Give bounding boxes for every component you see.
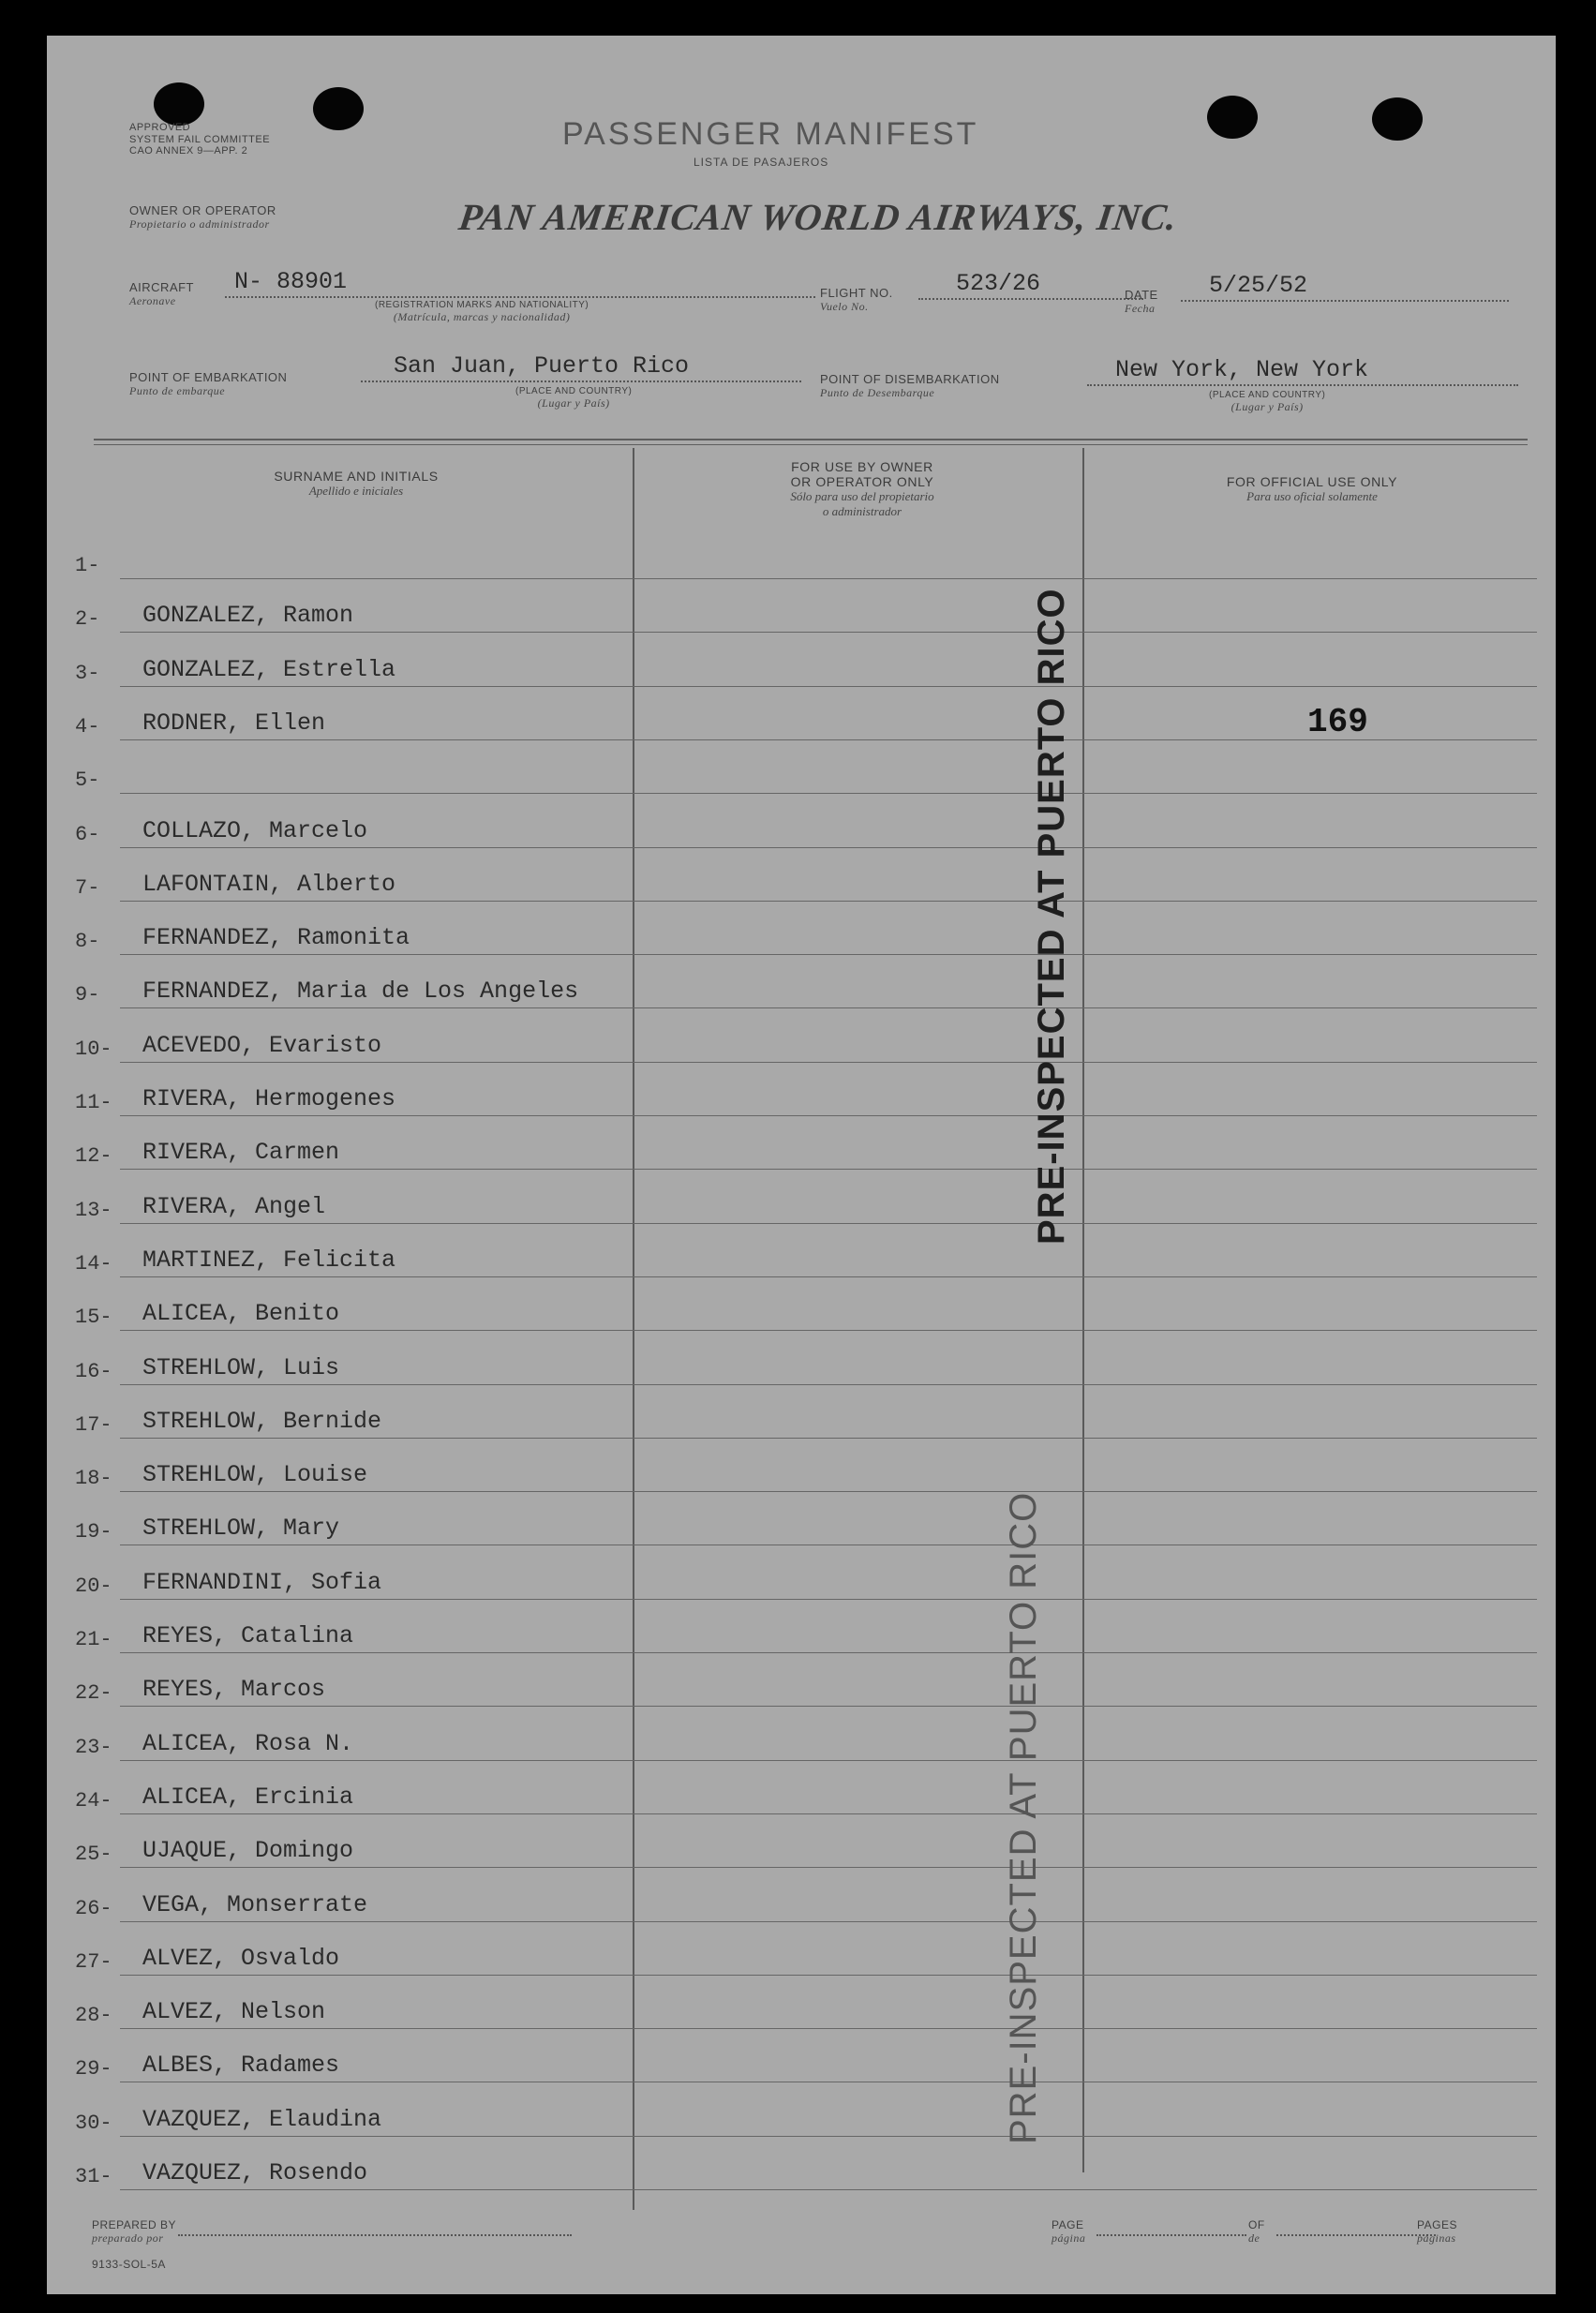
page-label: PAGE página bbox=[1052, 2218, 1086, 2245]
list-item bbox=[75, 1401, 1537, 1439]
row-rule bbox=[120, 1330, 1537, 1331]
row-number: 31- bbox=[75, 2165, 112, 2188]
passenger-name: VAZQUEZ, Rosendo bbox=[142, 2159, 368, 2186]
official-use-value: 169 bbox=[1307, 703, 1368, 741]
row-rule bbox=[120, 1169, 1537, 1170]
row-number: 24- bbox=[75, 1788, 112, 1813]
passenger-name: COLLAZO, Marcelo bbox=[142, 816, 368, 844]
row-number: 18- bbox=[75, 1467, 112, 1491]
row-number: 4- bbox=[75, 714, 100, 739]
embark-underline bbox=[361, 381, 801, 382]
row-rule bbox=[120, 1813, 1537, 1814]
punch-hole bbox=[154, 82, 204, 126]
row-number: 22- bbox=[75, 1681, 112, 1706]
list-item bbox=[75, 1293, 1537, 1331]
aircraft-label: AIRCRAFT Aeronave bbox=[129, 280, 194, 307]
passenger-name: FERNANDINI, Sofia bbox=[142, 1568, 382, 1596]
list-item bbox=[75, 1132, 1537, 1170]
flight-value: 523/26 bbox=[956, 270, 1041, 297]
passenger-name: LAFONTAIN, Alberto bbox=[142, 870, 396, 898]
row-rule bbox=[120, 1599, 1537, 1600]
column-header-names: SURNAME AND INITIALS Apellido e iniciales bbox=[274, 469, 439, 498]
passenger-name: RODNER, Ellen bbox=[142, 709, 326, 737]
column-header-owner-use: FOR USE BY OWNER OR OPERATOR ONLY Sólo para uso del propietario o administrador bbox=[790, 459, 934, 518]
list-item bbox=[75, 918, 1537, 955]
of-label: OF de bbox=[1248, 2218, 1265, 2245]
flight-label: FLIGHT NO. Vuelo No. bbox=[820, 286, 893, 313]
passenger-name: STREHLOW, Luis bbox=[142, 1353, 340, 1381]
row-number: 6- bbox=[75, 822, 100, 846]
passenger-name: ACEVEDO, Evaristo bbox=[142, 1031, 382, 1059]
list-item bbox=[75, 1240, 1537, 1277]
passenger-name: STREHLOW, Louise bbox=[142, 1461, 368, 1489]
row-rule bbox=[120, 901, 1537, 902]
passenger-name: FERNANDEZ, Maria de Los Angeles bbox=[142, 977, 579, 1006]
list-item bbox=[75, 1669, 1537, 1707]
flight-underline bbox=[918, 298, 1143, 300]
row-rule bbox=[120, 1007, 1537, 1008]
punch-hole bbox=[313, 87, 364, 130]
row-number: 17- bbox=[75, 1412, 112, 1437]
row-number: 5- bbox=[75, 769, 100, 793]
passenger-name: RIVERA, Angel bbox=[142, 1192, 326, 1220]
row-rule bbox=[120, 954, 1537, 955]
list-item bbox=[75, 649, 1537, 687]
list-item bbox=[75, 1186, 1537, 1224]
passenger-name: RIVERA, Hermogenes bbox=[142, 1085, 396, 1112]
list-item bbox=[75, 2099, 1537, 2137]
prepared-by-underline bbox=[178, 2234, 572, 2236]
row-rule bbox=[120, 1438, 1537, 1439]
row-number: 1- bbox=[75, 554, 100, 577]
list-item bbox=[75, 1992, 1537, 2029]
row-rule bbox=[120, 1115, 1537, 1116]
passenger-name: ALBES, Radames bbox=[142, 2052, 340, 2080]
list-item bbox=[75, 1885, 1537, 1922]
passenger-name: RIVERA, Carmen bbox=[142, 1139, 340, 1167]
row-rule bbox=[120, 2189, 1537, 2190]
passenger-name: VAZQUEZ, Elaudina bbox=[142, 2105, 382, 2133]
row-rule bbox=[120, 1921, 1537, 1922]
row-number: 2- bbox=[75, 607, 100, 632]
disembark-value: New York, New York bbox=[1115, 356, 1369, 383]
table-top-rule-thin bbox=[94, 444, 1528, 445]
passenger-name: GONZALEZ, Estrella bbox=[142, 655, 396, 683]
row-number: 29- bbox=[75, 2057, 112, 2082]
disembark-label: POINT OF DISEMBARKATION Punto de Desembarque bbox=[820, 372, 1000, 399]
disembark-place-note: (PLACE AND COUNTRY) (Lugar y País) bbox=[1209, 390, 1326, 413]
list-item bbox=[75, 2045, 1537, 2082]
embark-value: San Juan, Puerto Rico bbox=[394, 352, 690, 380]
row-number: 10- bbox=[75, 1037, 112, 1061]
row-rule bbox=[120, 632, 1537, 633]
list-item bbox=[75, 1724, 1537, 1761]
row-number: 11- bbox=[75, 1091, 112, 1114]
row-rule bbox=[120, 2028, 1537, 2029]
passenger-name: ALVEZ, Nelson bbox=[142, 1998, 326, 2026]
passenger-name: REYES, Catalina bbox=[142, 1622, 354, 1649]
row-rule bbox=[120, 847, 1537, 848]
list-item bbox=[75, 1938, 1537, 1976]
row-rule bbox=[120, 1276, 1537, 1277]
row-number: 23- bbox=[75, 1735, 112, 1759]
row-rule bbox=[120, 1384, 1537, 1385]
form-code: 9133-SOL-5A bbox=[92, 2258, 166, 2271]
list-item bbox=[75, 811, 1537, 848]
row-rule bbox=[120, 1062, 1537, 1063]
row-number: 19- bbox=[75, 1520, 112, 1544]
list-item bbox=[75, 1562, 1537, 1600]
row-number: 3- bbox=[75, 661, 100, 685]
date-value: 5/25/52 bbox=[1209, 272, 1308, 299]
list-item bbox=[75, 1455, 1537, 1492]
passenger-name: MARTINEZ, Felicita bbox=[142, 1246, 396, 1274]
table-top-rule bbox=[94, 439, 1528, 440]
row-number: 16- bbox=[75, 1359, 112, 1383]
row-rule bbox=[120, 578, 1537, 579]
row-number: 30- bbox=[75, 2111, 112, 2135]
passenger-name: VEGA, Monserrate bbox=[142, 1890, 368, 1918]
of-underline bbox=[1276, 2234, 1436, 2236]
passenger-name: ALVEZ, Osvaldo bbox=[142, 1944, 340, 1972]
row-rule bbox=[120, 793, 1537, 794]
operator-name: PAN AMERICAN WORLD AIRWAYS, INC. bbox=[455, 196, 1181, 238]
list-item bbox=[75, 1508, 1537, 1545]
passenger-name: ALICEA, Benito bbox=[142, 1300, 340, 1328]
row-number: 26- bbox=[75, 1896, 112, 1920]
row-rule bbox=[120, 1652, 1537, 1653]
punch-hole bbox=[1207, 96, 1258, 139]
list-item bbox=[75, 1348, 1537, 1385]
date-underline bbox=[1181, 300, 1509, 302]
row-number: 7- bbox=[75, 875, 100, 900]
row-rule bbox=[120, 1223, 1537, 1224]
row-rule bbox=[120, 2136, 1537, 2137]
row-number: 20- bbox=[75, 1574, 112, 1598]
row-number: 15- bbox=[75, 1306, 112, 1330]
row-rule bbox=[120, 1544, 1537, 1545]
row-rule bbox=[120, 686, 1537, 687]
preinspected-stamp-upper: PRE-INSPECTED AT PUERTO RICO bbox=[1031, 588, 1072, 1245]
row-number: 25- bbox=[75, 1843, 112, 1867]
row-rule bbox=[120, 1975, 1537, 1976]
embark-place-note: (PLACE AND COUNTRY) (Lugar y País) bbox=[515, 386, 633, 410]
punch-hole bbox=[1372, 97, 1423, 141]
list-item bbox=[75, 864, 1537, 902]
embark-label: POINT OF EMBARKATION Punto de embarque bbox=[129, 370, 288, 397]
date-label: DATE Fecha bbox=[1125, 288, 1158, 315]
row-number: 27- bbox=[75, 1949, 112, 1974]
passenger-name: STREHLOW, Mary bbox=[142, 1515, 340, 1543]
list-item bbox=[75, 2153, 1537, 2190]
row-number: 14- bbox=[75, 1251, 112, 1276]
approval-notice: APPROVED SYSTEM FAIL COMMITTEE CAO ANNEX 9—APP. 2 bbox=[129, 122, 271, 157]
passenger-name: UJAQUE, Domingo bbox=[142, 1837, 354, 1865]
column-header-official-use: FOR OFFICIAL USE ONLY Para uso oficial solamente bbox=[1226, 474, 1398, 503]
row-number: 21- bbox=[75, 1628, 112, 1651]
preinspected-stamp-lower: PRE-INSPECTED AT PUERTO RICO bbox=[1003, 1491, 1044, 2144]
manifest-sheet bbox=[47, 36, 1556, 2294]
pages-label: PAGES páginas bbox=[1417, 2218, 1457, 2245]
list-item bbox=[75, 756, 1537, 794]
list-item bbox=[75, 1777, 1537, 1814]
row-rule bbox=[120, 1706, 1537, 1707]
passenger-name: ALICEA, Rosa N. bbox=[142, 1729, 354, 1757]
aircraft-value: N- 88901 bbox=[234, 268, 348, 295]
disembark-underline bbox=[1087, 384, 1518, 386]
passenger-name: FERNANDEZ, Ramonita bbox=[142, 924, 410, 952]
row-number: 8- bbox=[75, 930, 100, 954]
list-item bbox=[75, 595, 1537, 633]
list-item bbox=[75, 1616, 1537, 1653]
registration-note: (REGISTRATION MARKS AND NATIONALITY) (Matrícula, marcas y nacionalidad) bbox=[375, 300, 589, 323]
list-item bbox=[75, 1079, 1537, 1116]
page-title: PASSENGER MANIFEST bbox=[562, 116, 979, 152]
row-number: 28- bbox=[75, 2004, 112, 2028]
passenger-name: REYES, Marcos bbox=[142, 1676, 326, 1704]
aircraft-underline bbox=[225, 296, 815, 298]
row-rule bbox=[120, 1867, 1537, 1868]
passenger-name: STREHLOW, Bernide bbox=[142, 1407, 382, 1435]
row-number: 9- bbox=[75, 983, 100, 1007]
row-number: 13- bbox=[75, 1198, 112, 1222]
page-underline bbox=[1096, 2234, 1246, 2236]
row-rule bbox=[120, 1491, 1537, 1492]
list-item bbox=[75, 542, 1537, 579]
owner-label: OWNER OR OPERATOR Propietario o administrador bbox=[129, 203, 276, 231]
page-title-es: LISTA DE PASAJEROS bbox=[694, 156, 829, 169]
prepared-by-label: PREPARED BY preparado por bbox=[92, 2218, 176, 2245]
row-number: 12- bbox=[75, 1144, 112, 1169]
passenger-name: GONZALEZ, Ramon bbox=[142, 602, 354, 630]
row-rule bbox=[120, 1760, 1537, 1761]
list-item bbox=[75, 971, 1537, 1008]
list-item bbox=[75, 1025, 1537, 1063]
passenger-name: ALICEA, Ercinia bbox=[142, 1783, 354, 1811]
list-item bbox=[75, 1830, 1537, 1868]
